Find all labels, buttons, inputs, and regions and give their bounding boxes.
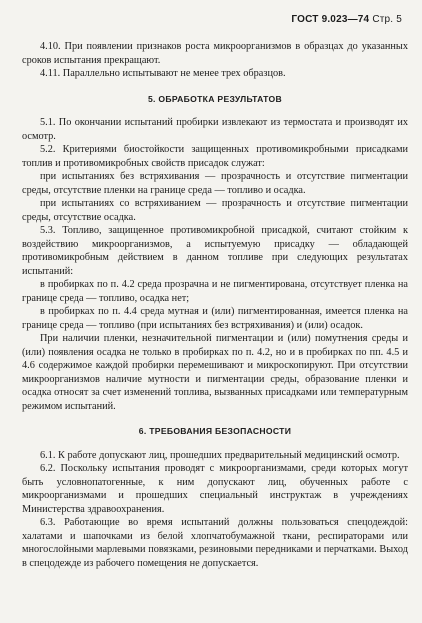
paragraph-5-3-item-4-2: в пробирках по п. 4.2 среда прозрачна и не пигментирована, отсутствует пленка на границе среда — топливо, осадка нет; (22, 279, 408, 304)
section-6-title: 6. ТРЕБОВАНИЯ БЕЗОПАСНОСТИ (138, 426, 292, 436)
paragraph-5-1: 5.1. По окончании испытаний пробирки извлекают из термостата и производят их осмотр. (22, 117, 408, 142)
paragraph-5-2-shake: при испытаниях со встряхиванием — прозрачность и отсутствие пигментации среды, отсутствие осадка. (22, 198, 408, 223)
paragraph-6-2: 6.2. Поскольку испытания проводят с микроорганизмами, среди которых могут быть условнопатогенные, к ним допускают лиц, обученных работе с микроорганизмами и прошедших специальный инструктаж в учреждениях Министерства здравоохранения. (22, 463, 408, 515)
paragraph-5-3-note: При наличии пленки, незначительной пигментации и (или) помутнения среды и (или) появления осадка не только в пробирках по п. 4.2, но и в пробирках по пп. 4.5 и 4.6 содержимое каждой пробирки перемешивают и микроскопируют. При отсутствии микроорганизмов наличие мутности и пигментации среды, образование пленки и осадка относят за счет изменений топлива, вызванных присадками или температурным режимом испытаний. (22, 333, 408, 412)
document-body (22, 40, 408, 570)
section-5-title: 5. ОБРАБОТКА РЕЗУЛЬТАТОВ (147, 93, 283, 104)
page-header (291, 14, 402, 25)
standard-number: ГОСТ 9.023—74 (291, 14, 370, 25)
paragraph-6-1: 6.1. К работе допускают лиц, прошедших предварительный медицинский осмотр. (40, 449, 400, 461)
paragraph-5-3: 5.3. Топливо, защищенное противомикробной присадкой, считают стойким к воздействию микроорганизмов, а испытуемую присадку — обладающей противомикробным действием в данном топливе при следующих результатах испытаний: (22, 225, 408, 277)
paragraph-5-2: 5.2. Критериями биостойкости защищенных противомикробными присадками топлив и противомикробных свойств присадок служат: (22, 144, 408, 169)
paragraph-6-3: 6.3. Работающие во время испытаний должны пользоваться спецодеждой: халатами и шапочками из белой хлопчатобумажной ткани, респираторами или многослойными марлевыми повязками, резиновыми передниками и перчатками. Выход в спецодежде из рабочего помещения не допускается. (22, 517, 408, 569)
paragraph-4-11: 4.11. Параллельно испытывают не менее трех образцов. (40, 68, 286, 79)
paragraph-4-10: 4.10. При появлении признаков роста микроорганизмов в образцах до указанных сроков испытания прекращают. (22, 41, 408, 66)
paragraph-5-2-no-shake: при испытаниях без встряхивания — прозрачность и отсутствие пигментации среды, отсутствие пленки на границе среда — топливо и осадка. (22, 171, 408, 196)
paragraph-5-3-item-4-4: в пробирках по п. 4.4 среда мутная и (или) пигментированная, имеется пленка на границе среда — топливо (при испытаниях без встряхивания) и (или) осадок. (22, 306, 408, 331)
page-number: Стр. 5 (372, 14, 402, 25)
